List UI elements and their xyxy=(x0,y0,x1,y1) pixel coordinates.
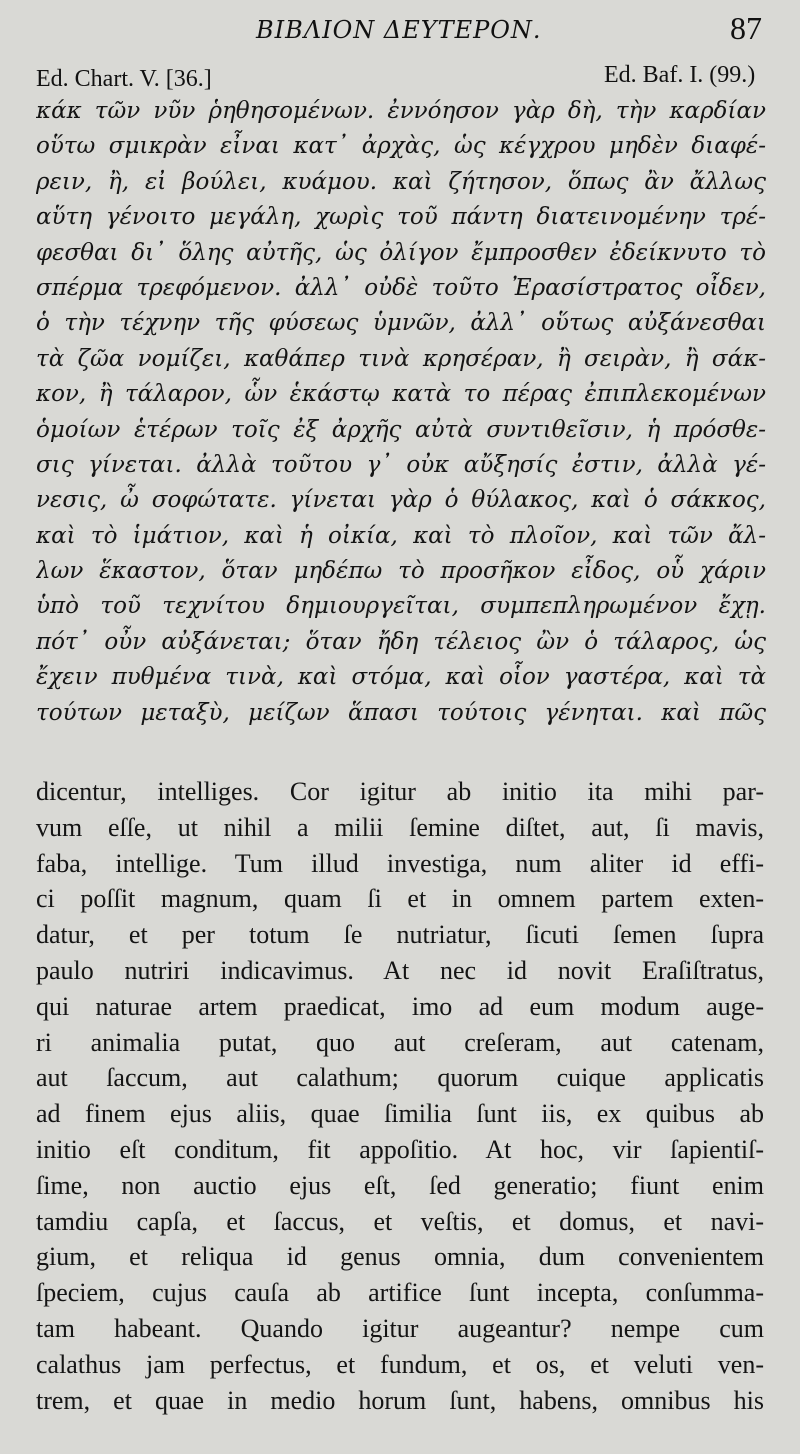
greek-line: σπέρμα τρεφόμενον. ἀλλ᾽ οὐδὲ τοῦτο Ἐρασίστρατος οἶδεν, xyxy=(36,274,766,301)
latin-text-block xyxy=(36,774,764,1418)
latin-line: ad finem ejus aliis, quae ſimilia ſunt iis, ex quibus ab xyxy=(36,1099,764,1129)
latin-line: ci poſſit magnum, quam ſi et in omnem partem exten- xyxy=(36,884,764,914)
latin-line: ſime, non auctio ejus eſt, ſed generatio; fiunt enim xyxy=(36,1170,764,1200)
latin-line: trem, et quae in medio horum ſunt, habens, omnibus his xyxy=(36,1385,764,1415)
greek-line: οὕτω σμικρὰν εἶναι κατ᾽ ἀρχὰς, ὡς κέγχρου μηδὲν διαφέ- xyxy=(36,133,766,160)
greek-line: φεσθαι δι᾽ ὅλης αὐτῆς, ὡς ὀλίγον ἔμπροσθεν ἐδείκνυτο τὸ xyxy=(36,239,766,266)
latin-line: datur, et per totum ſe nutriatur, ſicuti ſemen ſupra xyxy=(36,920,764,950)
latin-line: vum eſſe, ut nihil a milii ſemine diſtet, aut, ſi mavis, xyxy=(36,812,764,842)
latin-line: ri animalia putat, quo aut creſeram, aut catenam, xyxy=(36,1027,764,1057)
greek-line: ὁμοίων ἑτέρων τοῖς ἐξ ἀρχῆς αὐτὰ συντιθεῖσιν, ἡ πρόσθε- xyxy=(36,416,766,443)
latin-line: qui naturae artem praedicat, imo ad eum modum auge- xyxy=(36,991,764,1021)
edition-reference-basel: Ed. Baf. I. (99.) xyxy=(604,62,756,88)
greek-line: πότ᾽ οὖν αὐξάνεται; ὅταν ἤδη τέλειος ὢν ὁ τάλαρος, ὡς xyxy=(36,628,766,655)
latin-line: faba, intellige. Tum illud investiga, num aliter id effi- xyxy=(36,848,764,878)
greek-line: κάκ τῶν νῦν ῥηθησομένων. ἐννόησον γὰρ δὴ, τὴν καρδίαν xyxy=(36,98,766,124)
greek-line: σις γίνεται. ἀλλὰ τοῦτου γ᾽ οὐκ αὔξησίς ἐστιν, ἀλλὰ γέ- xyxy=(36,451,766,478)
greek-line: τούτων μεταξὺ, μείζων ἅπασι τούτοις γένηται. καὶ πῶς xyxy=(36,699,766,726)
greek-line: ἔχειν πυθμένα τινὰ, καὶ στόμα, καὶ οἷον γαστέρα, καὶ τὰ xyxy=(36,664,766,691)
latin-line: paulo nutriri indicavimus. At nec id novit Eraſiſtratus, xyxy=(36,955,764,985)
edition-reference-chart: Ed. Chart. V. [36.] xyxy=(36,66,212,92)
page-number: 87 xyxy=(730,10,762,46)
latin-line: calathus jam perfectus, et fundum, et os, et veluti ven- xyxy=(36,1349,764,1379)
latin-line: ſpeciem, cujus cauſa ab artifice ſunt incepta, conſumma- xyxy=(36,1278,764,1308)
greek-line: αὕτη γένοιτο μεγάλη, χωρὶς τοῦ πάντη διατεινομένην τρέ- xyxy=(36,204,766,231)
latin-line: gium, et reliqua id genus omnia, dum convenientem xyxy=(36,1242,764,1272)
latin-line: dicentur, intelliges. Cor igitur ab initio ita mihi par- xyxy=(36,777,764,806)
latin-line: initio eſt conditum, fit appoſitio. At hoc, vir ſapientiſ- xyxy=(36,1134,764,1164)
greek-line: κον, ἢ τάλαρον, ὧν ἑκάστῳ κατὰ το πέρας ἐπιπλεκομένων xyxy=(36,381,766,408)
greek-line: ὁ τὴν τέχνην τῆς φύσεως ὑμνῶν, ἀλλ᾽ οὕτως αὐξάνεσθαι xyxy=(36,310,766,337)
greek-line: τὰ ζῶα νομίζει, καθάπερ τινὰ κρησέραν, ἢ σειρὰν, ἢ σάκ- xyxy=(36,345,766,372)
greek-line: ὑπὸ τοῦ τεχνίτου δημιουργεῖται, συμπεπληρωμένον ἔχῃ. xyxy=(36,593,766,620)
greek-line: νεσις, ὦ σοφώτατε. γίνεται γὰρ ὁ θύλακος, καὶ ὁ σάκκος, xyxy=(36,487,766,514)
greek-line: ρειν, ἢ, εἰ βούλει, κυάμου. καὶ ζήτησον, ὅπως ἂν ἄλλως xyxy=(36,168,766,195)
latin-line: tamdiu capſa, et ſaccus, et veſtis, et domus, et navi- xyxy=(36,1206,764,1236)
latin-line: aut ſaccum, aut calathum; quorum cuique applicatis xyxy=(36,1063,764,1093)
running-head: ΒΙΒΛΙΟΝ ΔΕΥΤΕΡΟΝ. xyxy=(256,16,542,44)
latin-line: tam habeant. Quando igitur augeantur? nempe cum xyxy=(36,1313,764,1343)
greek-line: λων ἕκαστον, ὅταν μηδέπω τὸ προσῆκον εἶδος, οὗ χάριν xyxy=(36,558,766,585)
greek-text-block xyxy=(36,94,766,731)
greek-line: καὶ τὸ ἱμάτιον, καὶ ἡ οἰκία, καὶ τὸ πλοῖον, καὶ τῶν ἄλ- xyxy=(36,522,766,549)
